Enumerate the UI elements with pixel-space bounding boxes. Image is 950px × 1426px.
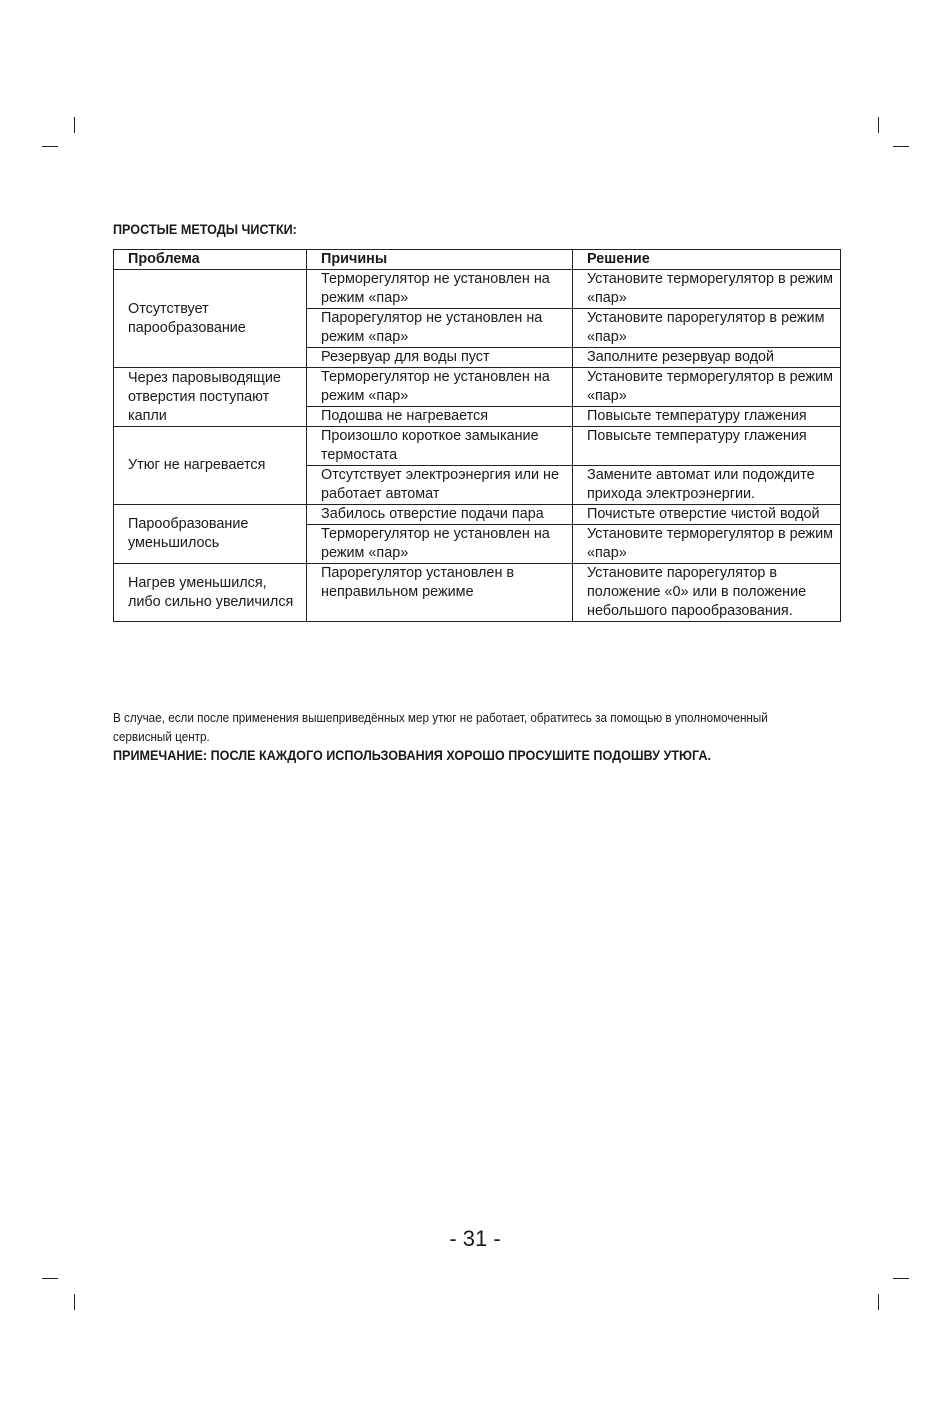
cause-cell: Терморегулятор не установлен на режим «пар» — [307, 368, 573, 407]
solution-cell: Заполните резервуар водой — [573, 348, 841, 368]
crop-mark-bottom-left-v — [74, 1294, 75, 1310]
problem-cell: Отсутствует парообразование — [114, 270, 307, 368]
solution-cell: Установите терморегулятор в режим «пар» — [573, 525, 841, 564]
crop-mark-bottom-left-h — [42, 1278, 58, 1279]
solution-cell: Повысьте температуру глажения — [573, 427, 841, 466]
drying-remark: ПРИМЕЧАНИЕ: ПОСЛЕ КАЖДОГО ИСПОЛЬЗОВАНИЯ ХОРОШО ПРОСУШИТЕ ПОДОШВУ УТЮГА. — [113, 747, 711, 763]
cause-cell: Терморегулятор не установлен на режим «пар» — [307, 525, 573, 564]
solution-cell: Установите терморегулятор в режим «пар» — [573, 270, 841, 309]
table-row — [114, 368, 841, 407]
crop-mark-top-left-h — [42, 146, 58, 147]
cause-cell: Парорегулятор не установлен на режим «пар» — [307, 309, 573, 348]
crop-mark-top-left-v — [74, 117, 75, 133]
problem-cell: Утюг не нагревается — [114, 427, 307, 505]
cause-cell: Терморегулятор не установлен на режим «пар» — [307, 270, 573, 309]
cause-cell: Произошло короткое замыкание термостата — [307, 427, 573, 466]
solution-cell: Замените автомат или подождите прихода электроэнергии. — [573, 466, 841, 505]
table-row — [114, 427, 841, 466]
section-title: ПРОСТЫЕ МЕТОДЫ ЧИСТКИ: — [113, 221, 297, 237]
cause-cell: Парорегулятор установлен в неправильном режиме — [307, 564, 573, 622]
problem-cell: Нагрев уменьшился, либо сильно увеличился — [114, 564, 307, 622]
problem-cell: Парообразование уменьшилось — [114, 505, 307, 564]
cause-cell: Отсутствует электроэнергия или не работает автомат — [307, 466, 573, 505]
header-problem: Проблема — [114, 250, 307, 270]
crop-mark-top-right-v — [878, 117, 879, 133]
table-row — [114, 270, 841, 309]
crop-mark-top-right-h — [893, 146, 909, 147]
crop-mark-bottom-right-v — [878, 1294, 879, 1310]
table-row — [114, 564, 841, 622]
cause-cell: Подошва не нагревается — [307, 407, 573, 427]
crop-mark-bottom-right-h — [893, 1278, 909, 1279]
solution-cell: Повысьте температуру глажения — [573, 407, 841, 427]
table-header-row — [114, 250, 841, 270]
problem-cell: Через паровыводящие отверстия поступают капли — [114, 368, 307, 427]
header-solution: Решение — [573, 250, 841, 270]
service-note: В случае, если после применения вышеприведённых мер утюг не работает, обратитесь за помощью в уполномоченный сервисный центр. — [113, 710, 768, 744]
table-row — [114, 505, 841, 525]
cause-cell: Забилось отверстие подачи пара — [307, 505, 573, 525]
cause-cell: Резервуар для воды пуст — [307, 348, 573, 368]
solution-cell: Установите парорегулятор в положение «0» или в положение небольшого парообразования. — [573, 564, 841, 622]
header-causes: Причины — [307, 250, 573, 270]
solution-cell: Установите терморегулятор в режим «пар» — [573, 368, 841, 407]
solution-cell: Установите парорегулятор в режим «пар» — [573, 309, 841, 348]
solution-cell: Почистьте отверстие чистой водой — [573, 505, 841, 525]
troubleshooting-table — [113, 249, 841, 622]
page-number: - 31 - — [449, 1226, 501, 1251]
